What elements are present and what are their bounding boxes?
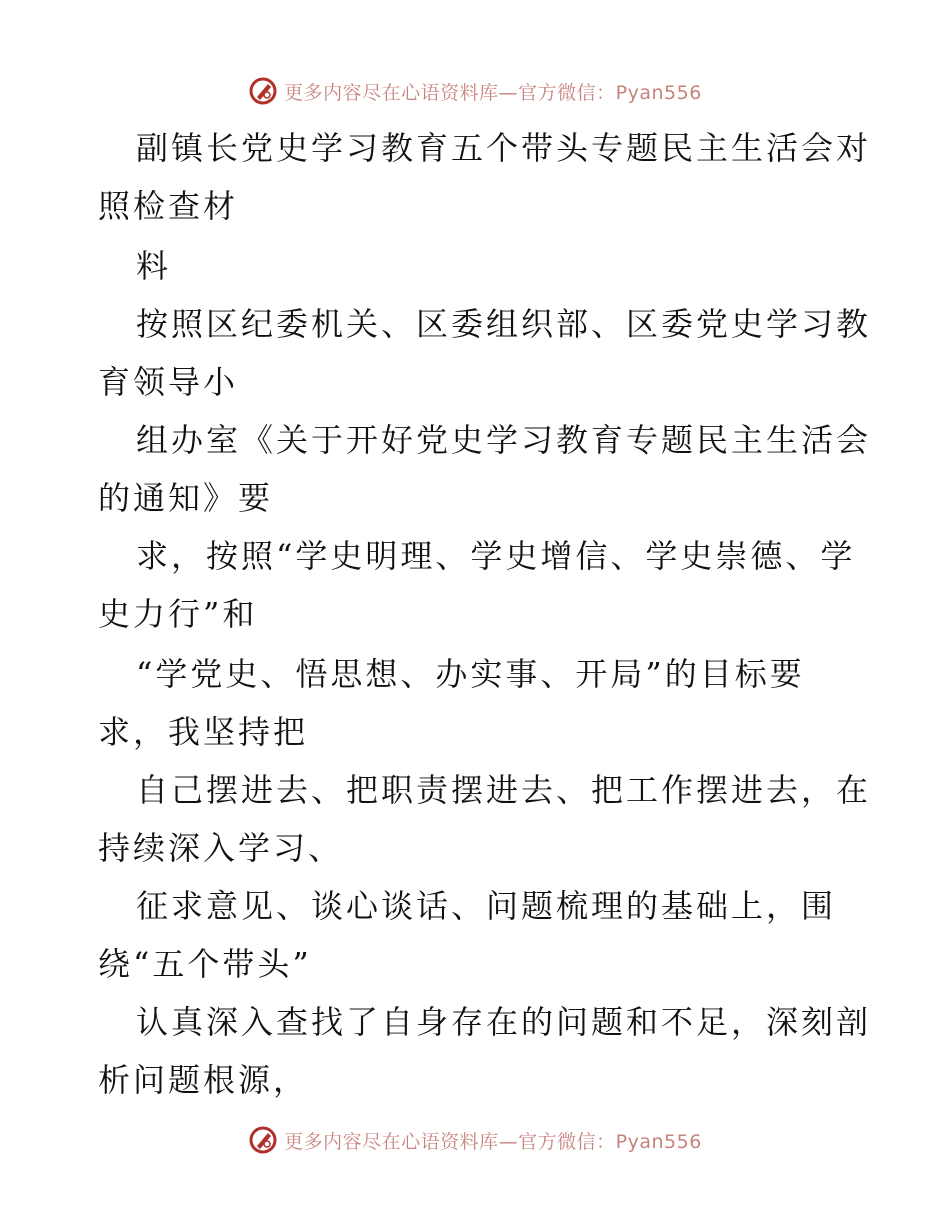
header-watermark	[0, 71, 950, 111]
footer-watermark	[0, 1120, 950, 1160]
text-line: 照检查材	[98, 187, 239, 225]
text-line: 育领导小	[98, 363, 239, 401]
pen-seal-icon	[248, 1125, 278, 1155]
text-line: 的通知》要	[98, 479, 274, 517]
watermark-text: 更多内容尽在心语资料库—官方微信：Pyan556	[284, 81, 702, 104]
text-line: 绕“五个带头”	[98, 945, 312, 983]
text-line: 持续深入学习、	[98, 829, 344, 867]
text-line: 史力行”和	[98, 595, 258, 633]
text-line: 认真深入查找了自身存在的问题和不足，深刻剖	[136, 1003, 872, 1041]
text-line: 按照区纪委机关、区委组织部、区委党史学习教	[136, 305, 872, 343]
text-line: 料	[136, 247, 172, 285]
text-line: 析问题根源，	[98, 1061, 309, 1099]
text-line: 求，我坚持把	[98, 713, 309, 751]
text-line: “学党史、悟思想、办实事、开局”的目标要	[136, 655, 805, 693]
text-line: 组办室《关于开好党史学习教育专题民主生活会	[136, 421, 872, 459]
watermark-text: 更多内容尽在心语资料库—官方微信：Pyan556	[284, 1130, 702, 1153]
text-line: 自己摆进去、把职责摆进去、把工作摆进去，在	[136, 771, 872, 809]
text-line: 求，按照“学史明理、学史增信、学史崇德、学	[136, 537, 856, 575]
text-line: 副镇长党史学习教育五个带头专题民主生活会对	[136, 129, 872, 167]
pen-seal-icon	[248, 76, 278, 106]
text-line: 征求意见、谈心谈话、问题梳理的基础上，围	[136, 887, 837, 925]
